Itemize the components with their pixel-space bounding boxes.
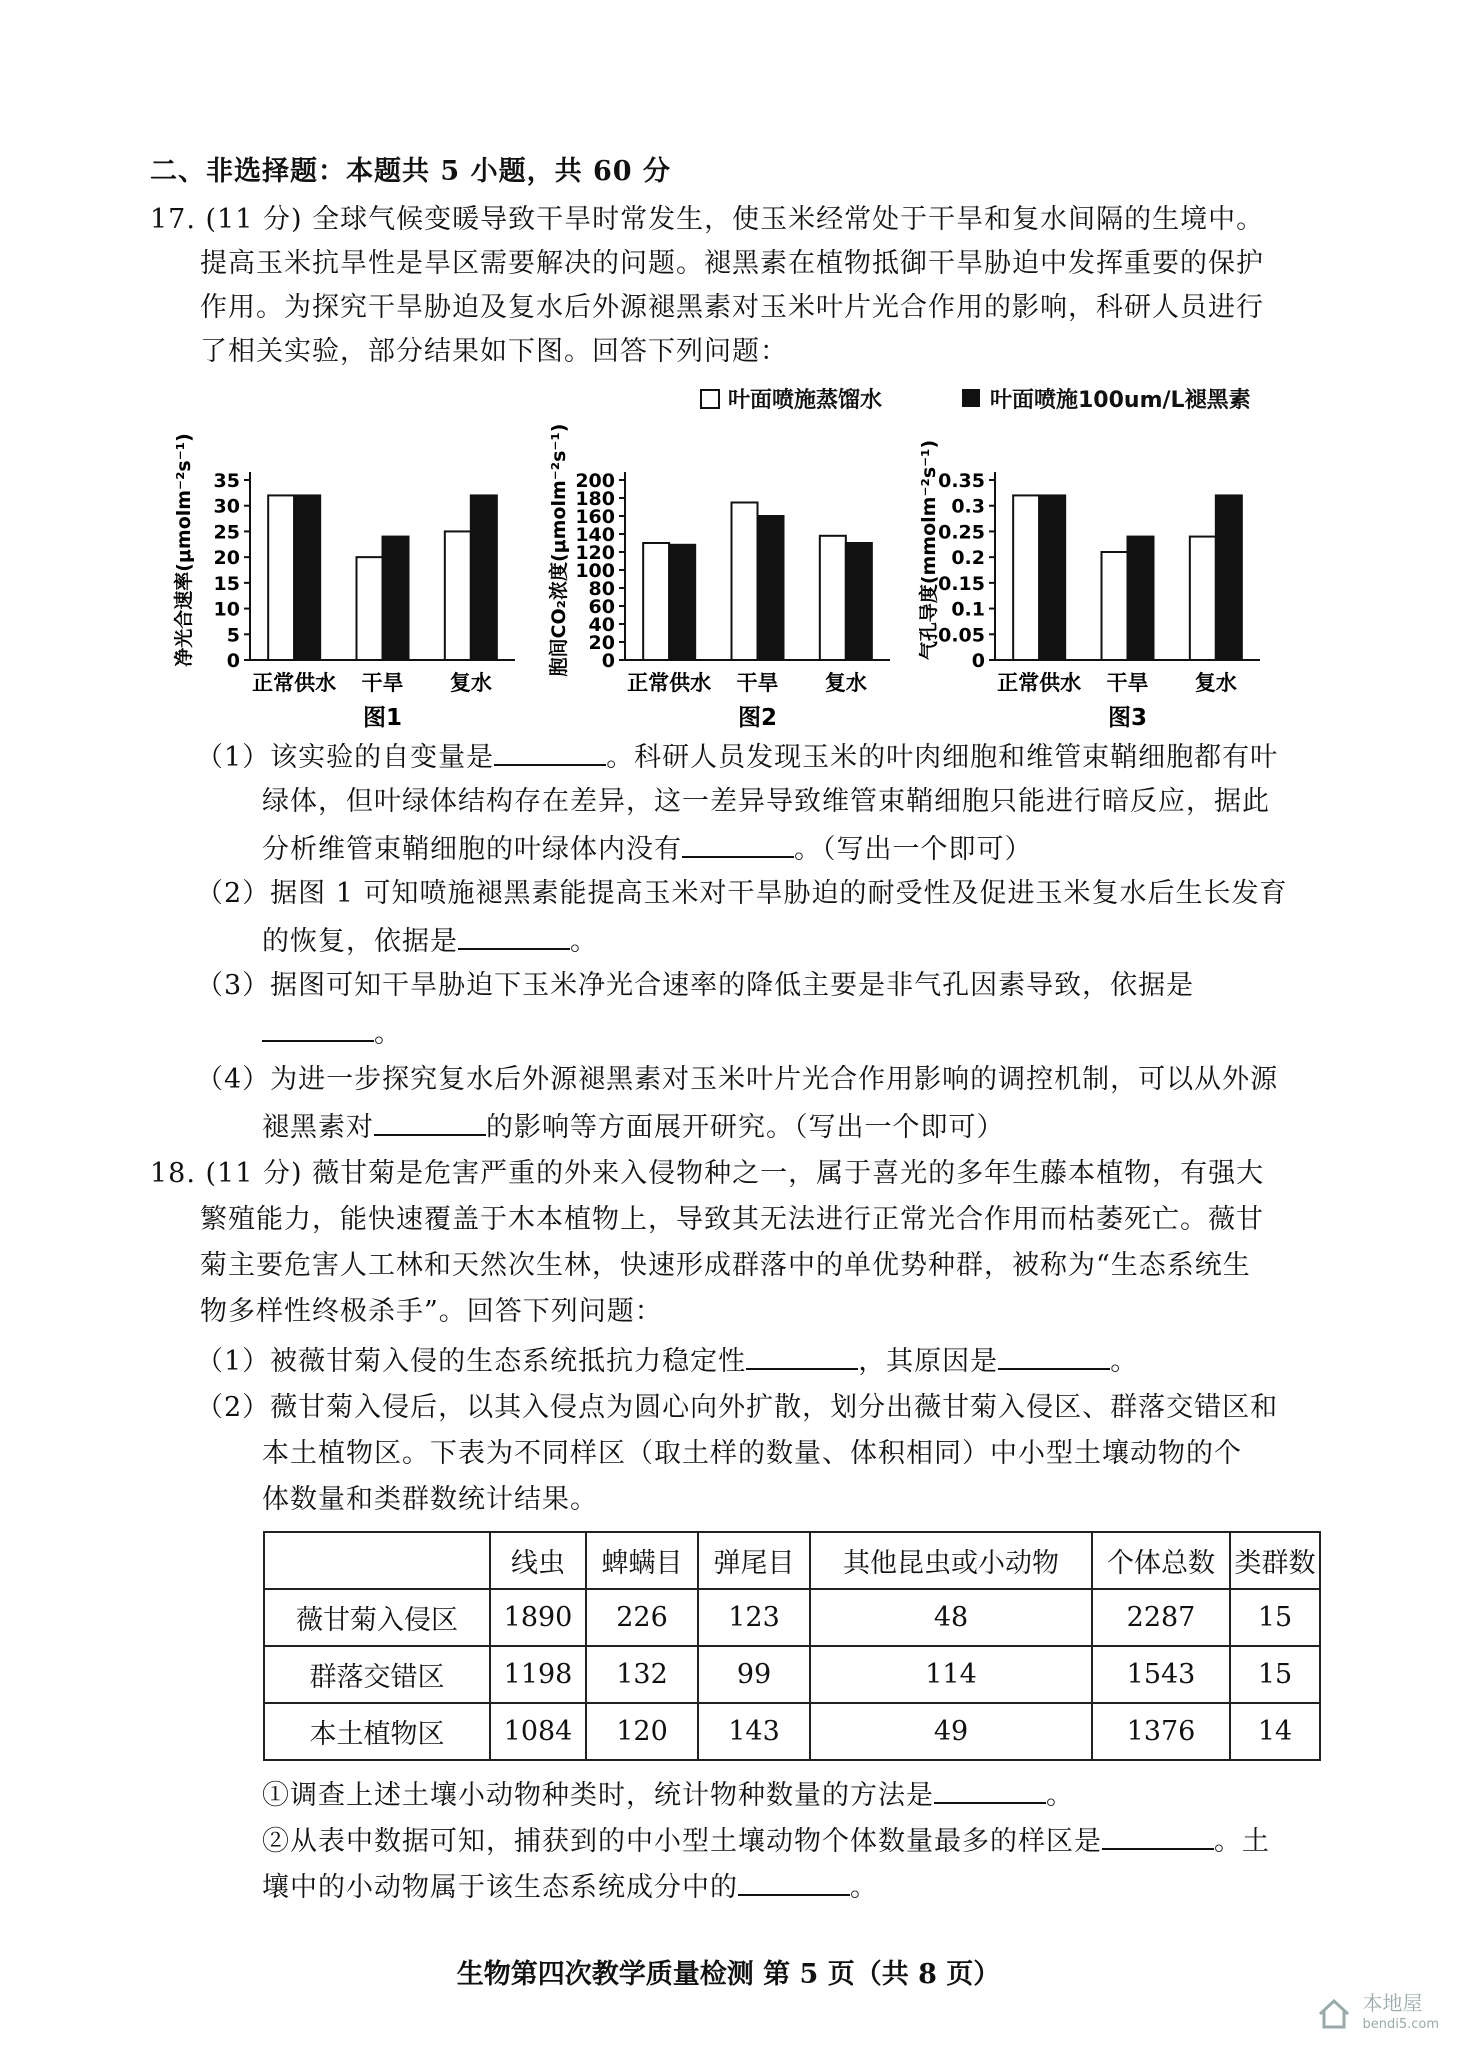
q18-sub2-line-3: 体数量和类群数统计结果。 — [262, 1484, 598, 1515]
q18-sub1-text-a: （1）被薇甘菊入侵的生态系统抵抗力稳定性 — [196, 1346, 747, 1377]
table-cell: 120 — [586, 1703, 698, 1760]
site-watermark — [1317, 1991, 1439, 2034]
watermark-name: 本地屋 — [1362, 1991, 1423, 2015]
bar-water — [1102, 552, 1128, 660]
table-row — [264, 1589, 1320, 1646]
q18-item-b-text: ②从表中数据可知，捕获到的中小型土壤动物个体数量最多的样区是 — [262, 1826, 1102, 1857]
bar-melatonin — [1039, 495, 1065, 660]
x-tick-label: 正常供水 — [997, 671, 1082, 695]
page-footer: 生物第四次教学质量检测 第 5 页（共 8 页） — [456, 1959, 1001, 1990]
q18-line-2: 繁殖能力，能快速覆盖于木本植物上，导致其无法进行正常光合作用而枯萎死亡。薇甘 — [200, 1204, 1264, 1235]
y-axis-label: 胞间CO₂浓度(μmolm⁻²s⁻¹) — [548, 423, 570, 677]
chart-fig3 — [917, 440, 1260, 730]
table-row — [264, 1646, 1320, 1703]
q17-sub3-line-1: （3）据图可知干旱胁迫下玉米净光合速率的降低主要是非气孔因素导致，依据是 — [196, 970, 1195, 1001]
bar-melatonin — [294, 495, 320, 660]
answer-blank[interactable] — [458, 922, 570, 950]
chart-fig2 — [547, 424, 890, 730]
y-tick-label: 100 — [575, 560, 615, 582]
table-row — [264, 1703, 1320, 1760]
answer-blank[interactable] — [738, 1868, 850, 1896]
x-tick-label: 正常供水 — [627, 671, 712, 695]
q17-sub2-line-2 — [262, 922, 598, 960]
table-header-cell: 蜱螨目 — [586, 1532, 698, 1589]
bar-water — [1190, 537, 1216, 660]
bar-melatonin — [471, 495, 497, 660]
y-tick-label: 140 — [575, 524, 615, 546]
y-tick-label: 35 — [213, 470, 240, 492]
x-tick-label: 复水 — [1194, 671, 1237, 695]
answer-blank[interactable] — [262, 1014, 374, 1042]
y-axis-label: 净光合速率(μmolm⁻²s⁻¹) — [173, 433, 195, 667]
q18-item-a-end: 。 — [1046, 1780, 1074, 1811]
q17-sub1-text-b: 。科研人员发现玉米的叶肉细胞和维管束鞘细胞都有叶 — [606, 742, 1279, 773]
answer-blank[interactable] — [934, 1776, 1046, 1804]
chart-fig1 — [172, 433, 515, 730]
y-axis-label: 气孔导度(mmolm⁻²s⁻¹) — [918, 439, 940, 661]
y-tick-label: 0.15 — [938, 572, 985, 595]
q17-sub1-text-a: （1）该实验的自变量是 — [196, 742, 495, 773]
y-tick-label: 15 — [213, 572, 240, 595]
table-cell: 123 — [698, 1589, 810, 1646]
x-tick-label: 干旱 — [736, 671, 779, 695]
table-header-cell — [264, 1532, 490, 1589]
y-tick-label: 160 — [575, 506, 615, 528]
q18-line-1: 18. (11 分) 薇甘菊是危害严重的外来入侵物种之一，属于喜光的多年生藤本植物，有强大 — [150, 1158, 1265, 1189]
y-tick-label: 5 — [226, 624, 240, 647]
table-header-cell: 弹尾目 — [698, 1532, 810, 1589]
table-cell: 226 — [586, 1589, 698, 1646]
y-tick-label: 0 — [226, 650, 240, 672]
table-cell: 49 — [810, 1703, 1092, 1760]
q17-sub2-text-b: 的恢复，依据是 — [262, 926, 458, 957]
bar-melatonin — [669, 545, 695, 660]
table-cell: 132 — [586, 1646, 698, 1703]
y-tick-label: 180 — [575, 488, 615, 510]
y-tick-label: 25 — [213, 521, 240, 544]
q18-sub2-line-1: （2）薇甘菊入侵后，以其入侵点为圆心向外扩散，划分出薇甘菊入侵区、群落交错区和 — [196, 1392, 1279, 1423]
x-tick-label: 干旱 — [1106, 671, 1149, 695]
section-title: 二、非选择题：本题共 5 小题，共 60 分 — [150, 156, 671, 187]
legend-label-1: 叶面喷施蒸馏水 — [728, 388, 883, 413]
y-tick-label: 20 — [213, 547, 240, 570]
y-tick-label: 30 — [213, 495, 240, 518]
q17-sub1-text-e: 。（写出一个即可） — [794, 834, 1033, 865]
q17-sub2-text-c: 。 — [570, 926, 598, 957]
q18-item-b-end-2: 。 — [850, 1872, 878, 1903]
bar-water — [268, 495, 294, 660]
q17-sub4-text-c: 的影响等方面展开研究。（写出一个即可） — [486, 1112, 1005, 1143]
q17-sub3-text-b: 。 — [374, 1018, 402, 1049]
chart-title: 图3 — [1107, 705, 1148, 730]
watermark-url: bendi5.com — [1362, 2017, 1439, 2032]
y-tick-label: 0.1 — [951, 598, 985, 621]
q18-item-a — [262, 1776, 1074, 1814]
answer-blank[interactable] — [374, 1108, 486, 1136]
y-tick-label: 60 — [588, 596, 615, 618]
x-tick-label: 干旱 — [361, 671, 404, 695]
table-cell: 2287 — [1092, 1589, 1230, 1646]
answer-blank[interactable] — [494, 738, 606, 766]
q17-sub1-text-d: 分析维管束鞘细胞的叶绿体内没有 — [262, 834, 682, 865]
table-header-cell: 其他昆虫或小动物 — [810, 1532, 1092, 1589]
house-logo-icon — [1317, 1997, 1351, 2031]
q18-item-b-line-2 — [262, 1868, 878, 1906]
y-tick-label: 200 — [575, 470, 615, 492]
y-tick-label: 120 — [575, 542, 615, 564]
legend-label-2: 叶面喷施100um/L褪黑素 — [990, 388, 1251, 413]
y-tick-label: 0.25 — [938, 521, 985, 544]
table-cell: 114 — [810, 1646, 1092, 1703]
x-tick-label: 复水 — [449, 671, 492, 695]
q17-sub1-line-2: 绿体，但叶绿体结构存在差异，这一差异导致维管束鞘细胞只能进行暗反应，据此 — [262, 786, 1270, 817]
table-header-cell: 类群数 — [1230, 1532, 1320, 1589]
bar-melatonin — [1128, 537, 1154, 660]
bar-water — [1013, 495, 1039, 660]
bar-melatonin — [383, 537, 409, 660]
q18-item-b-line-1 — [262, 1822, 1270, 1860]
y-tick-label: 0.3 — [951, 495, 985, 518]
table-cell: 14 — [1230, 1703, 1320, 1760]
q18-item-b-end: 。土 — [1214, 1826, 1270, 1857]
q17-sub4-line-2 — [262, 1108, 1005, 1146]
y-tick-label: 0.35 — [938, 470, 985, 492]
q17-sub3-line-2 — [262, 1014, 402, 1052]
bar-water — [820, 536, 846, 660]
table-cell: 99 — [698, 1646, 810, 1703]
q17-sub4-text-b: 褪黑素对 — [262, 1112, 374, 1143]
table-header-cell: 线虫 — [490, 1532, 586, 1589]
bar-water — [445, 531, 471, 660]
q18-sub1-text-c: 。 — [1110, 1346, 1139, 1377]
q18-item-b-text-2: 壤中的小动物属于该生态系统成分中的 — [262, 1872, 738, 1903]
bar-water — [732, 503, 758, 661]
x-tick-label: 复水 — [824, 671, 867, 695]
bar-melatonin — [846, 543, 872, 660]
table-cell: 15 — [1230, 1589, 1320, 1646]
q18-line-4: 物多样性终极杀手”。回答下列问题： — [200, 1296, 663, 1327]
y-tick-label: 0 — [971, 650, 985, 672]
q18-item-a-text: ①调查上述土壤小动物种类时，统计物种数量的方法是 — [262, 1780, 934, 1811]
answer-blank[interactable] — [746, 1342, 858, 1370]
answer-blank[interactable] — [998, 1342, 1110, 1370]
table-cell: 1890 — [490, 1589, 586, 1646]
chart-title: 图2 — [737, 705, 778, 730]
answer-blank[interactable] — [682, 830, 794, 858]
bar-water — [357, 557, 383, 660]
y-tick-label: 0.2 — [951, 547, 985, 570]
q18-sub1-line — [196, 1342, 1138, 1380]
table-cell: 薇甘菊入侵区 — [264, 1589, 490, 1646]
table-cell: 1543 — [1092, 1646, 1230, 1703]
y-tick-label: 20 — [588, 632, 615, 654]
q17-sub1-line-3 — [262, 830, 1033, 868]
table-header-row — [264, 1532, 1320, 1589]
y-tick-label: 80 — [588, 578, 615, 600]
table-header-cell: 个体总数 — [1092, 1532, 1230, 1589]
figure-charts — [170, 400, 1300, 730]
table-cell: 1084 — [490, 1703, 586, 1760]
q18-line-3: 菊主要危害人工林和天然次生林，快速形成群落中的单优势种群，被称为“生态系统生 — [200, 1250, 1251, 1281]
q17-line-3: 作用。为探究干旱胁迫及复水后外源褪黑素对玉米叶片光合作用的影响，科研人员进行 — [200, 292, 1264, 323]
y-tick-label: 40 — [588, 614, 615, 636]
table-cell: 群落交错区 — [264, 1646, 490, 1703]
table-cell: 1198 — [490, 1646, 586, 1703]
table-cell: 1376 — [1092, 1703, 1230, 1760]
soil-animal-table — [263, 1531, 1321, 1761]
q17-line-4: 了相关实验，部分结果如下图。回答下列问题： — [200, 336, 788, 367]
q17-line-1: 17. (11 分) 全球气候变暖导致干旱时常发生，使玉米经常处于干旱和复水间隔的生境中。 — [150, 204, 1265, 235]
q18-sub1-text-b: ，其原因是 — [858, 1346, 999, 1377]
table-cell: 48 — [810, 1589, 1092, 1646]
y-tick-label: 0.05 — [938, 624, 985, 647]
table-cell: 15 — [1230, 1646, 1320, 1703]
chart-title: 图1 — [362, 705, 403, 730]
bar-melatonin — [758, 516, 784, 660]
bar-melatonin — [1216, 495, 1242, 660]
x-tick-label: 正常供水 — [252, 671, 337, 695]
q18-sub2-line-2: 本土植物区。下表为不同样区（取土样的数量、体积相同）中小型土壤动物的个 — [262, 1438, 1242, 1469]
y-tick-label: 0 — [601, 650, 615, 672]
q17-sub1-line-1 — [196, 738, 1278, 776]
bar-water — [643, 543, 669, 660]
answer-blank[interactable] — [1102, 1822, 1214, 1850]
q17-sub2-line-1: （2）据图 1 可知喷施褪黑素能提高玉米对干旱胁迫的耐受性及促进玉米复水后生长发育 — [196, 878, 1288, 909]
table-cell: 本土植物区 — [264, 1703, 490, 1760]
q17-sub4-line-1: （4）为进一步探究复水后外源褪黑素对玉米叶片光合作用影响的调控机制，可以从外源 — [196, 1064, 1279, 1095]
q17-line-2: 提高玉米抗旱性是旱区需要解决的问题。褪黑素在植物抵御干旱胁迫中发挥重要的保护 — [200, 248, 1264, 279]
table-cell: 143 — [698, 1703, 810, 1760]
y-tick-label: 10 — [213, 598, 240, 621]
